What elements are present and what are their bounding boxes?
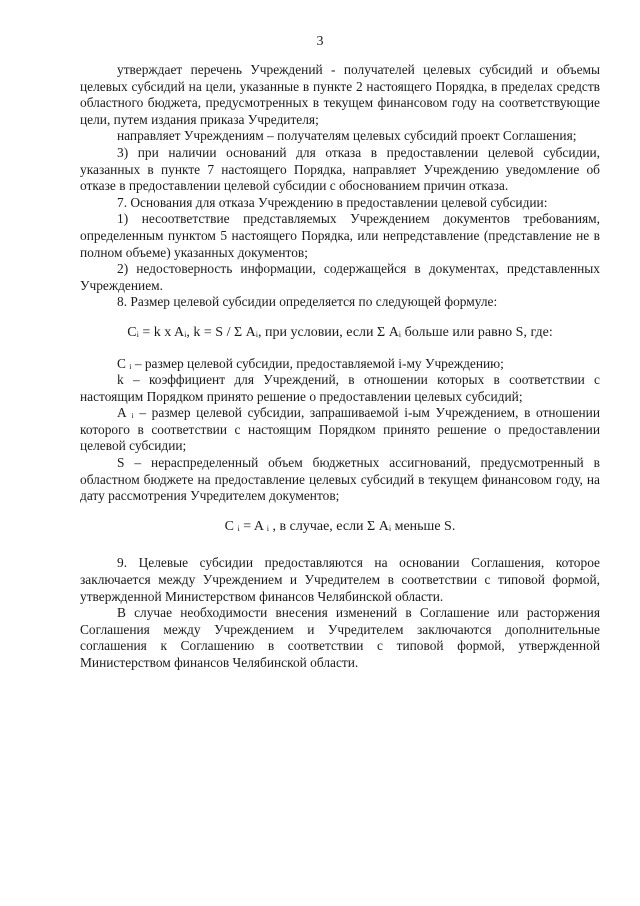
paragraph-7-heading: 7. Основания для отказа Учреждению в предоставлении целевой субсидии: xyxy=(117,194,548,210)
formula-2: C ᵢ = A ᵢ , в случае, если Σ Aᵢ меньше S. xyxy=(224,518,456,534)
paragraph-7-item-2: 2) недостоверность информации, содержащейся в документах, представленных Учреждением. xyxy=(80,261,600,293)
paragraph-approves-list: утверждает перечень Учреждений - получателей целевых субсидий и объемы целевых субсидий на цели, указанные в пункте 2 настоящего Порядка, в пределах средств областного бюджета, предусмотренных в текущем финансовом году на соответствующие цели, путем издания приказа Учредителя; xyxy=(80,62,600,127)
definition-k: k – коэффициент для Учреждений, в отношении которых в соответствии с настоящим Порядком принято решение о предоставлении целевых субсидий; xyxy=(80,372,600,404)
paragraph-9: 9. Целевые субсидии предоставляются на основании Соглашения, которое заключается между Учреждением и Учредителем в соответствии с типовой формой, утвержденной Министерством финансов Челябинской области. xyxy=(80,555,600,604)
paragraph-amendments: В случае необходимости внесения изменений в Соглашение или расторжения Соглашения между Учреждением и Учредителем заключаются дополнительные соглашения к Соглашению в соответствии с типовой формой, утвержденной Министерством финансов Челябинской области. xyxy=(80,605,600,670)
definition-ai: A ᵢ – размер целевой субсидии, запрашиваемой i-ым Учреждением, в отношении которого в соответствии с настоящим Порядком принято решение о предоставлении целевой субсидии; xyxy=(80,405,600,454)
paragraph-refusal-notice: 3) при наличии оснований для отказа в предоставлении целевой субсидии, указанных в пункте 7 настоящего Порядка, направляет Учреждению уведомление об отказе в предоставлении целевой субсидии с обоснованием причин отказа. xyxy=(80,144,600,194)
definition-ci: C ᵢ – размер целевой субсидии, предоставляемой i-му Учреждению; xyxy=(117,355,504,371)
paragraph-7-item-1: 1) несоответствие представляемых Учреждением документов требованиям, определенным пунктом 5 настоящего Порядка, или непредставление (представление не в полном объеме) указанных документов; xyxy=(80,211,600,260)
document-body xyxy=(80,0,600,672)
page-number: 3 xyxy=(316,34,324,49)
formula-1: Cᵢ = k x Aᵢ, k = S / Σ Aᵢ, при условии, если Σ Aᵢ больше или равно S, где: xyxy=(127,324,553,340)
paragraph-sends-agreement: направляет Учреждениям – получателям целевых субсидий проект Соглашения; xyxy=(117,128,577,144)
definition-s: S – нераспределенный объем бюджетных ассигнований, предусмотренный в областном бюджете на предоставление целевых субсидий в текущем финансовом году, на дату рассмотрения Учредителем документов; xyxy=(80,455,600,504)
paragraph-8-heading: 8. Размер целевой субсидии определяется по следующей формуле: xyxy=(117,294,498,310)
